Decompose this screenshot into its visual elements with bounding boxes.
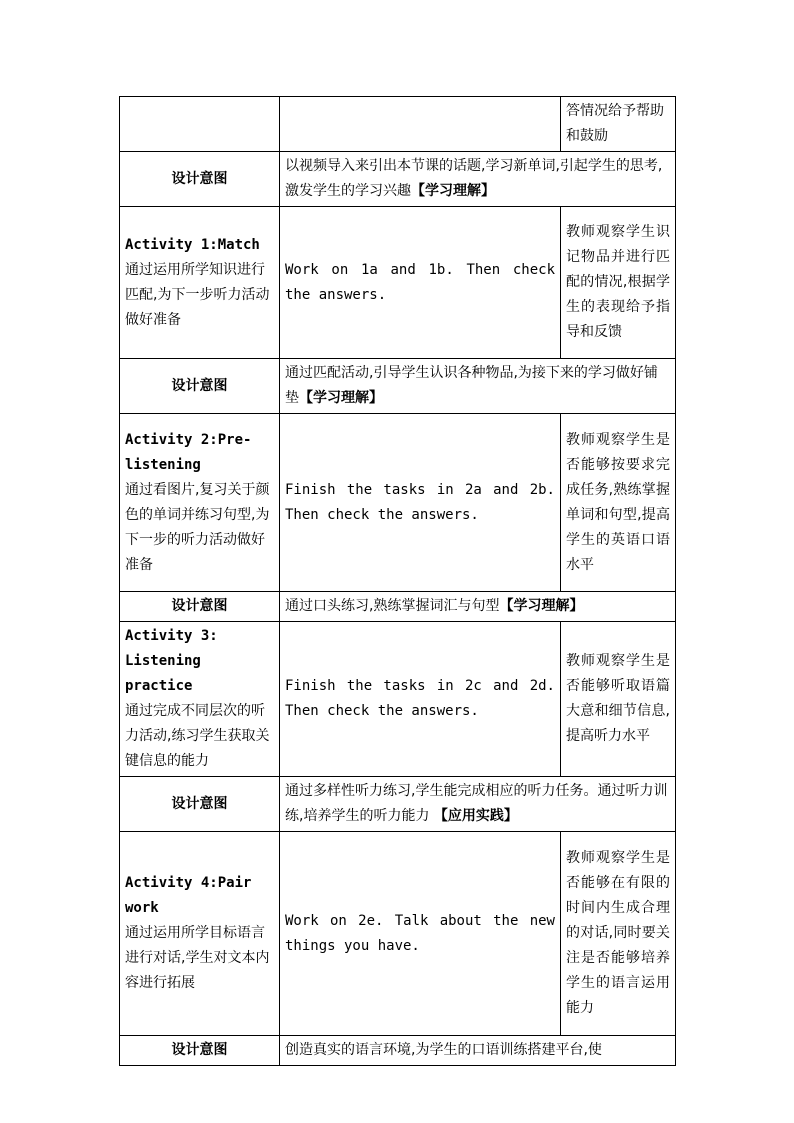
task-cell: Work on 2e. Talk about the new things you have. xyxy=(280,832,561,1036)
table-row xyxy=(120,97,676,152)
evaluation-cell: 教师观察学生是否能够在有限的时间内生成合理的对话,同时要关注是否能够培养学生的语言运用能力 xyxy=(561,832,676,1036)
design-intent-cell xyxy=(280,359,676,414)
task-cell: Finish the tasks in 2c and 2d. Then check the answers. xyxy=(280,622,561,777)
table-row xyxy=(120,1036,676,1066)
activity-cell xyxy=(120,832,280,1036)
design-intent-text: 以视频导入来引出本节课的话题,学习新单词,引起学生的思考,激发学生的学习兴趣 xyxy=(285,158,663,199)
design-intent-label: 设计意图 xyxy=(120,152,280,207)
empty-cell xyxy=(120,97,280,152)
evaluation-cell: 教师观察学生识记物品并进行匹配的情况,根据学生的表现给予指导和反馈 xyxy=(561,207,676,359)
design-intent-label: 设计意图 xyxy=(120,1036,280,1066)
design-intent-cell xyxy=(280,592,676,622)
design-intent-text: 通过匹配活动,引导学生认识各种物品,为接下来的学习做好铺垫 xyxy=(285,365,658,406)
evaluation-cell: 答情况给予帮助和鼓励 xyxy=(561,97,676,152)
intent-tag: 【学习理解】 xyxy=(411,183,495,199)
table-row xyxy=(120,207,676,359)
task-cell: Work on 1a and 1b. Then check the answers. xyxy=(280,207,561,359)
activity-cell xyxy=(120,414,280,592)
intent-tag: 【学习理解】 xyxy=(299,390,383,406)
table-row xyxy=(120,359,676,414)
design-intent-label: 设计意图 xyxy=(120,359,280,414)
activity-description: 通过运用所学知识进行匹配,为下一步听力活动做好准备 xyxy=(125,261,270,328)
activity-title: Activity 3: Listening practice xyxy=(125,628,218,694)
design-intent-cell xyxy=(280,777,676,832)
evaluation-cell: 教师观察学生是否能够按要求完成任务,熟练掌握单词和句型,提高学生的英语口语水平 xyxy=(561,414,676,592)
table-row xyxy=(120,592,676,622)
activity-description: 通过完成不同层次的听力活动,练习学生获取关键信息的能力 xyxy=(125,703,270,769)
table-row xyxy=(120,622,676,777)
design-intent-cell xyxy=(280,152,676,207)
table-row xyxy=(120,414,676,592)
design-intent-cell xyxy=(280,1036,676,1066)
task-cell: Finish the tasks in 2a and 2b. Then check the answers. xyxy=(280,414,561,592)
activity-title: Activity 4:Pair work xyxy=(125,875,252,916)
design-intent-text: 创造真实的语言环境,为学生的口语训练搭建平台,使 xyxy=(285,1042,602,1058)
activity-title: Activity 2:Pre-listening xyxy=(125,431,252,473)
evaluation-cell: 教师观察学生是否能够听取语篇大意和细节信息,提高听力水平 xyxy=(561,622,676,777)
intent-tag: 【学习理解】 xyxy=(499,598,584,614)
activity-description: 通过看图片,复习关于颜色的单词并练习句型,为下一步的听力活动做好准备 xyxy=(125,481,270,573)
table-row xyxy=(120,777,676,832)
design-intent-label: 设计意图 xyxy=(120,777,280,832)
activity-cell xyxy=(120,207,280,359)
table-row xyxy=(120,152,676,207)
activity-title: Activity 1:Match xyxy=(125,236,260,253)
design-intent-label: 设计意图 xyxy=(120,592,280,622)
intent-tag: 【应用实践】 xyxy=(433,808,518,824)
table-row xyxy=(120,832,676,1036)
activity-description: 通过运用所学目标语言进行对话,学生对文本内容进行拓展 xyxy=(125,925,270,991)
activity-cell xyxy=(120,622,280,777)
lesson-plan-table xyxy=(119,96,676,1066)
design-intent-text: 通过口头练习,熟练掌握词汇与句型 xyxy=(285,598,500,614)
empty-cell xyxy=(280,97,561,152)
design-intent-text: 通过多样性听力练习,学生能完成相应的听力任务。通过听力训练,培养学生的听力能力 xyxy=(285,783,668,824)
